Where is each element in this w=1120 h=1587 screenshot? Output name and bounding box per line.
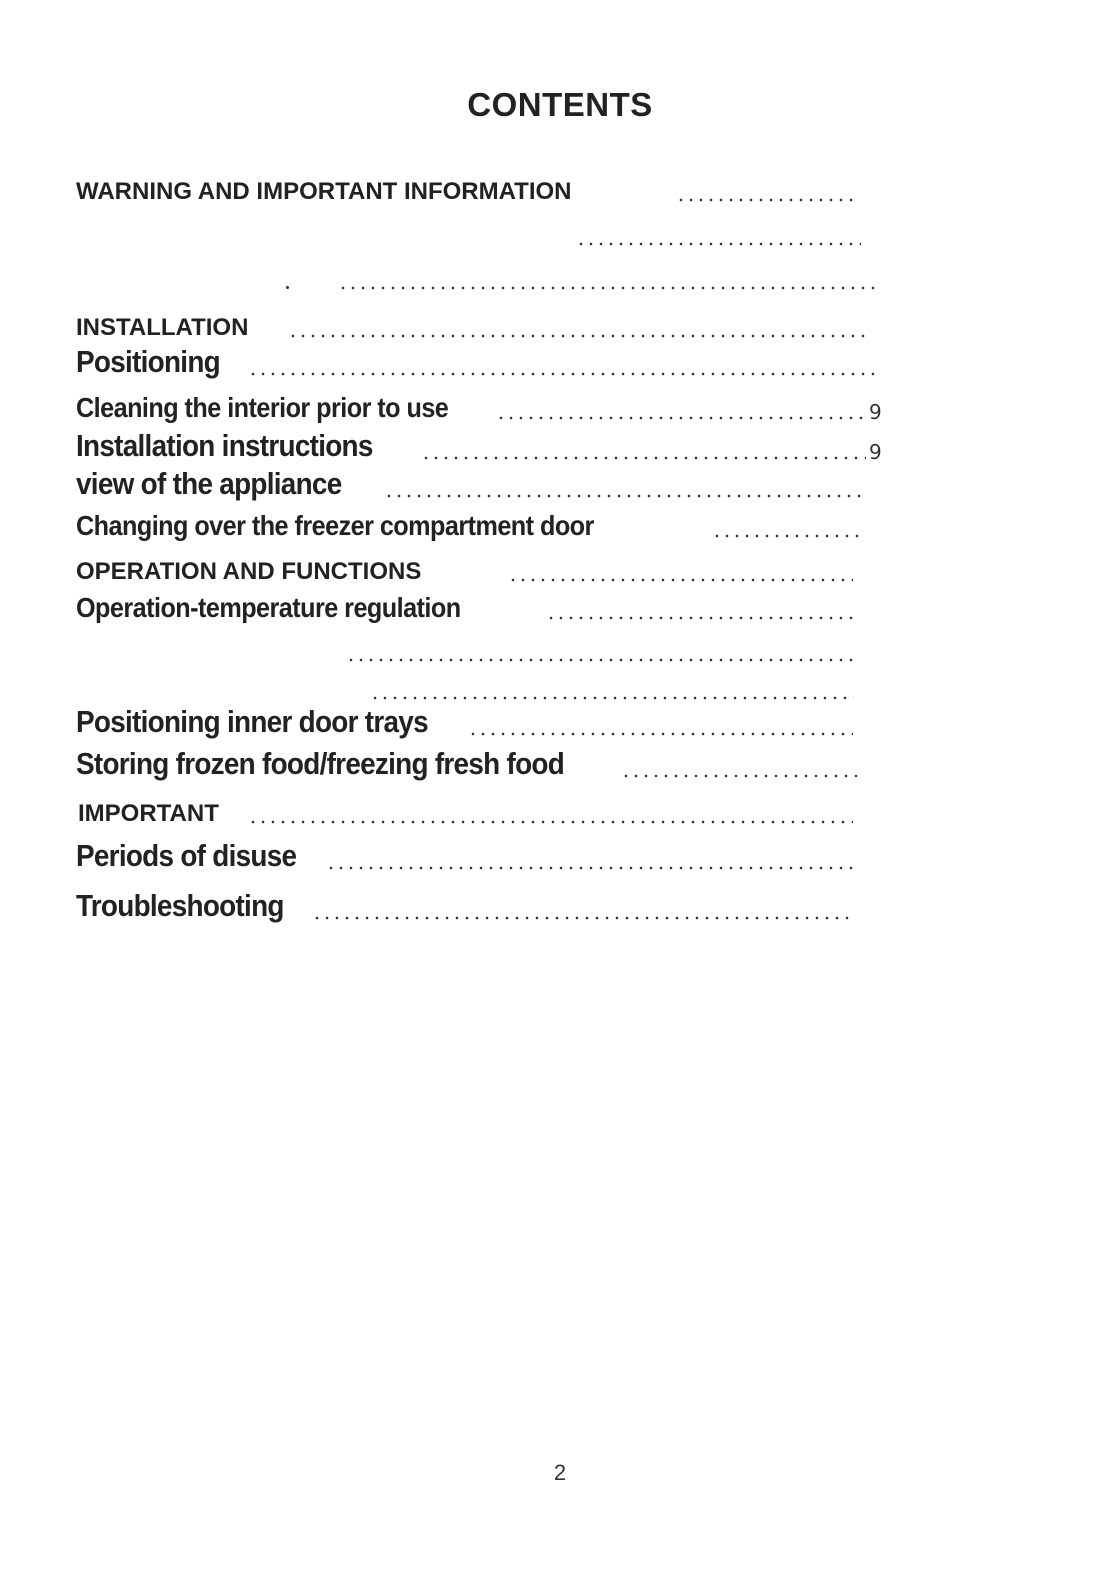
toc-entry-installation-instructions: [76, 428, 886, 468]
toc-entry-blank: [76, 258, 886, 298]
toc-leader-dots: [621, 774, 861, 778]
toc-entry-positioning: [76, 344, 886, 384]
toc-leader-dots: [712, 534, 864, 538]
toc-leader-dots: [468, 732, 853, 736]
toc-leader-dots: [421, 456, 866, 460]
toc-leader-dots: [248, 372, 878, 376]
toc-leader-dots: [546, 616, 858, 620]
toc-entry-label: view of the appliance: [76, 466, 342, 501]
toc-leader-dots: [496, 416, 866, 420]
toc-leader-dots: [346, 658, 854, 662]
toc-entry-inner-door-trays: [76, 704, 886, 744]
toc-leader-dots: [370, 696, 854, 700]
toc-entry-label: Operation-temperature regulation: [76, 592, 461, 623]
toc-leader-dots: [676, 198, 856, 202]
toc-entry-operation-functions: [76, 550, 886, 590]
toc-entry-label: Changing over the freezer compartment door: [76, 510, 594, 541]
toc-entry-troubleshooting: [76, 888, 886, 928]
toc-entry-label: IMPORTANT: [78, 800, 219, 827]
toc-entry-temperature-regulation: [76, 588, 886, 628]
toc-entry-label: WARNING AND IMPORTANT INFORMATION: [76, 178, 572, 205]
toc-leader-dots: [248, 820, 853, 824]
toc-entry-warning: [76, 170, 886, 210]
toc-entry-label: Cleaning the interior prior to use: [76, 392, 449, 423]
toc-entry-label: Positioning inner door trays: [76, 704, 428, 739]
toc-entry-changing-door: [76, 506, 886, 546]
toc-entry-label: Troubleshooting: [76, 888, 284, 923]
toc-leader-dots: [312, 916, 854, 920]
toc-entry-page: 9: [869, 400, 882, 424]
toc-entry-cleaning: [76, 388, 886, 428]
toc-leader-dots: [326, 866, 854, 870]
toc-entry-label: Positioning: [76, 344, 220, 379]
toc-entry-view-of-appliance: [76, 466, 886, 506]
stray-dot: [286, 286, 289, 289]
toc-entry-label: Storing frozen food/freezing fresh food: [76, 746, 565, 781]
toc-entry-label: Periods of disuse: [76, 838, 297, 873]
toc-entry-blank: [76, 668, 886, 708]
toc-leader-dots: [384, 494, 864, 498]
toc-entry-important: [78, 792, 888, 832]
page-title: CONTENTS: [467, 86, 653, 123]
toc-entry-blank: [76, 214, 886, 254]
page-number: 2: [553, 1460, 567, 1485]
toc-entry-periods-of-disuse: [76, 838, 886, 878]
toc-leader-dots: [508, 578, 853, 582]
toc-entry-label: Installation instructions: [76, 428, 373, 463]
toc-entry-page: 9: [869, 440, 882, 464]
toc-leader-dots: [338, 286, 878, 290]
toc-entry-blank: [76, 630, 886, 670]
toc-entry-storing-frozen-food: [76, 746, 886, 786]
toc-entry-label: INSTALLATION: [76, 314, 249, 341]
toc-entry-label: OPERATION AND FUNCTIONS: [76, 558, 422, 585]
toc-leader-dots: [576, 242, 861, 246]
toc-entry-installation: [76, 306, 886, 346]
toc-leader-dots: [288, 334, 868, 338]
